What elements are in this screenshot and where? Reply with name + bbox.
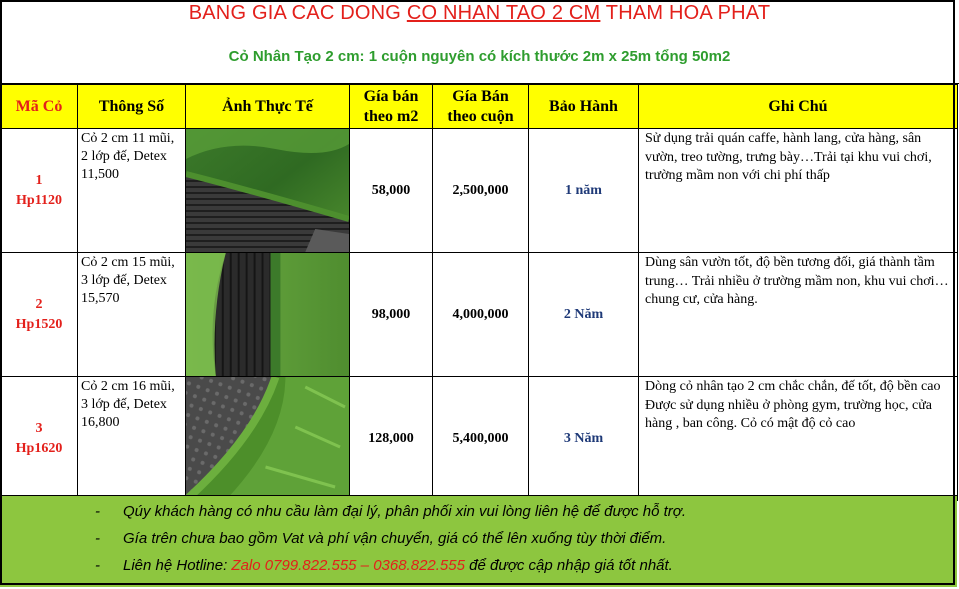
- title-part-2: CO NHAN TAO 2 CM: [406, 2, 601, 24]
- price-roll-label-1: Gía Bán: [452, 87, 509, 105]
- col-header-image: Ảnh Thực Tế: [186, 85, 350, 129]
- price-roll-label-2: theo cuộn: [447, 107, 514, 125]
- bullet-dash: -: [95, 530, 100, 547]
- row-spec: Cỏ 2 cm 11 mũi, 2 lớp đế, Detex 11,500: [78, 129, 186, 253]
- bullet-dash: -: [95, 503, 100, 520]
- page-subtitle: Cỏ Nhân Tạo 2 cm: 1 cuộn nguyên có kích thước 2m x 25m tổng 50m2: [228, 48, 731, 65]
- row-spec: Cỏ 2 cm 15 mũi, 3 lớp đế, Detex 15,570: [78, 253, 186, 377]
- row-note: Sử dụng trải quán caffe, hành lang, cửa hàng, sân vườn, treo tường, trưng bày…Trải tại khu vui chơi, trường mầm non với chi phí thấp: [639, 129, 958, 253]
- row-price-m2: 98,000: [350, 253, 433, 377]
- row-price-m2: 128,000: [350, 377, 433, 501]
- row-warranty: 2 Năm: [529, 253, 639, 377]
- row-spec: Cỏ 2 cm 16 mũi, 3 lớp đế, Detex 16,800: [78, 377, 186, 501]
- note-line-2: Được sử dụng nhiều ở phòng gym, trường học, cửa hàng , ban công. Cỏ có mật độ cỏ cao: [645, 397, 933, 431]
- col-header-warranty: Bảo Hành: [529, 85, 639, 129]
- price-m2-label-1: Gía bán: [363, 87, 419, 105]
- row-number: 3: [35, 420, 43, 436]
- col-header-code: Mã Cỏ: [1, 85, 78, 129]
- col-header-spec: Thông Số: [78, 85, 186, 129]
- row-number: 2: [35, 296, 43, 312]
- row-price-m2: 58,000: [350, 129, 433, 253]
- title-part-1: BANG GIA CAC DONG: [188, 2, 407, 24]
- row-number: 1: [35, 172, 43, 188]
- row-price-roll: 2,500,000: [433, 129, 529, 253]
- row-code: Hp1120: [16, 192, 62, 208]
- footer-text-1: Qúy khách hàng có nhu cầu làm đại lý, phân phối xin vui lòng liên hệ để được hỗ trợ.: [123, 503, 686, 520]
- row-price-roll: 4,000,000: [433, 253, 529, 377]
- row-code: Hp1620: [15, 440, 63, 456]
- row-code: Hp1520: [15, 316, 63, 332]
- hotline-suffix: để được cập nhập giá tốt nhất.: [464, 557, 673, 574]
- hotline-number[interactable]: Zalo 0799.822.555 – 0368.822.555: [231, 557, 465, 574]
- title-part-3: THAM HOA PHAT: [600, 2, 771, 24]
- footer-text-2: Gía trên chưa bao gồm Vat và phí vận chuyển, giá có thể lên xuống tùy thời điểm.: [123, 530, 667, 547]
- bullet-dash: -: [95, 557, 100, 574]
- row-note: Dùng sân vườn tốt, độ bền tương đối, giá thành tầm trung… Trải nhiều ở trường mầm non, khu vui chơi…chung cư, cửa hàng.: [639, 253, 958, 377]
- col-header-note: Ghi Chú: [639, 85, 958, 129]
- hotline-label: Liên hệ Hotline:: [123, 557, 232, 574]
- note-line-1: Dòng cỏ nhân tạo 2 cm chắc chắn, đế tốt, độ bền cao: [645, 379, 941, 394]
- price-m2-label-2: theo m2: [363, 107, 419, 125]
- row-warranty: 3 Năm: [529, 377, 639, 501]
- row-warranty: 1 năm: [529, 129, 639, 253]
- row-price-roll: 5,400,000: [433, 377, 529, 501]
